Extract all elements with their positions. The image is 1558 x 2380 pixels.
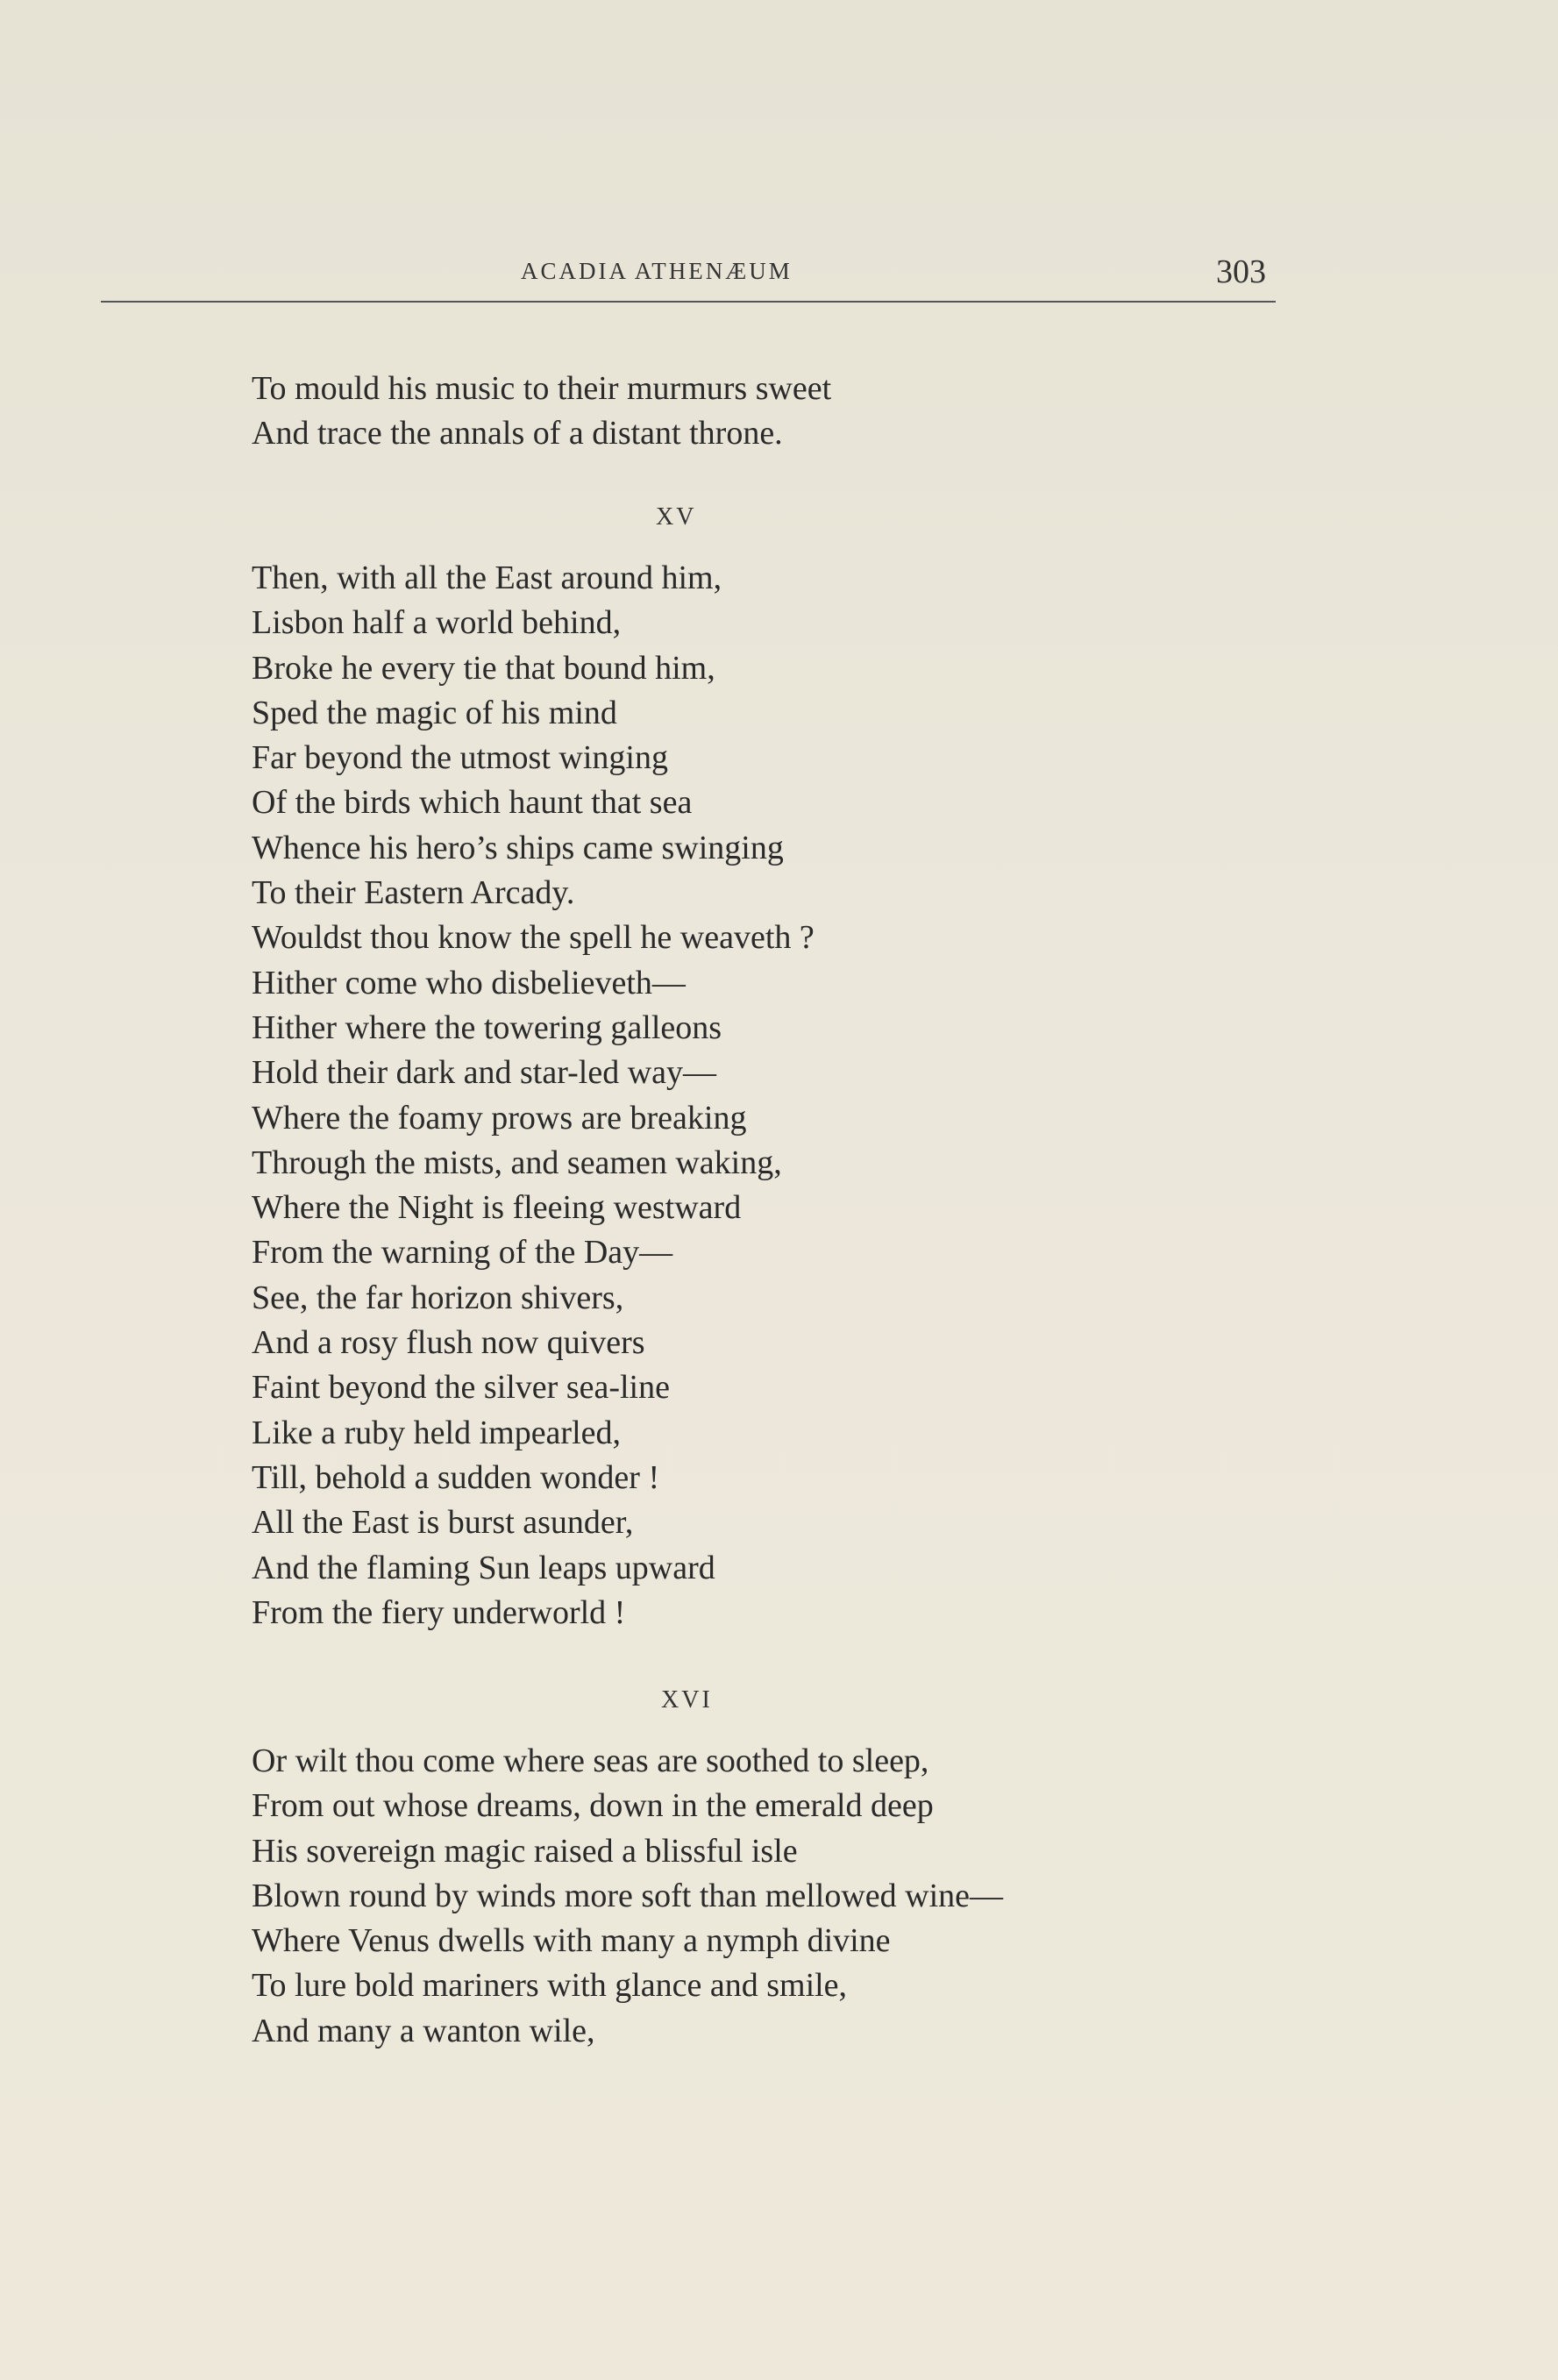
verse-line: And many a wanton wile, [252,2012,595,2049]
verse-line: To mould his music to their murmurs sweet [252,370,832,407]
verse-line: See, the far horizon shivers, [252,1279,624,1316]
section-numeral-xv: XV [656,503,697,531]
verse-line: Wouldst thou know the spell he weaveth ? [252,919,815,957]
verse-line: From the fiery underworld ! [252,1593,626,1631]
verse-line: His sovereign magic raised a blissful isle [252,1832,798,1870]
journal-title: ACADIA ATHENÆUM [521,258,793,284]
verse-line: Through the mists, and seamen waking, [252,1144,782,1181]
verse-line: Hither come who disbelieveth— [252,964,686,1001]
section-numeral-xvi: XVI [661,1686,713,1714]
verse-line: Hither where the towering galleons [252,1008,722,1046]
verse-line: To lure bold mariners with glance and smile, [252,1967,848,2005]
verse-line: Till, behold a sudden wonder ! [252,1458,660,1496]
verse-line: And the flaming Sun leaps upward [252,1549,715,1586]
verse-line: Faint beyond the silver sea-line [252,1369,670,1407]
verse-line: From out whose dreams, down in the emerald deep [252,1787,934,1825]
verse-line: All the East is burst asunder, [252,1504,634,1542]
verse-line: Where the Night is fleeing westward [252,1189,742,1227]
verse-line: And a rosy flush now quivers [252,1324,645,1362]
verse-line: Of the birds which haunt that sea [252,784,693,822]
verse-line: Then, with all the East around him, [252,559,722,596]
stanza-xv [252,556,815,1635]
verse-line: Broke he every tie that bound him, [252,649,715,687]
verse-line: Like a ruby held impearled, [252,1414,622,1451]
verse-line: Where Venus dwells with many a nymph divine [252,1922,891,1960]
verse-line: Where the foamy prows are breaking [252,1099,747,1137]
verse-line: Far beyond the utmost winging [252,739,668,777]
page-number: 303 [1216,253,1266,290]
verse-line: Whence his hero’s ships came swinging [252,829,784,866]
verse-line: To their Eastern Arcady. [252,874,575,912]
stanza-xvi [252,1739,1003,2054]
opening-stanza [252,367,831,457]
verse-line: Sped the magic of his mind [252,694,617,731]
verse-line: Lisbon half a world behind, [252,604,622,642]
header-rule [101,301,1276,303]
verse-line: Blown round by winds more soft than mellowed wine— [252,1877,1004,1914]
verse-line: Hold their dark and star-led way— [252,1054,717,1092]
verse-line: Or wilt thou come where seas are soothed to sleep, [252,1742,929,1779]
running-head [0,253,1558,296]
verse-line: From the warning of the Day— [252,1234,673,1272]
verse-line: And trace the annals of a distant throne. [252,415,783,452]
